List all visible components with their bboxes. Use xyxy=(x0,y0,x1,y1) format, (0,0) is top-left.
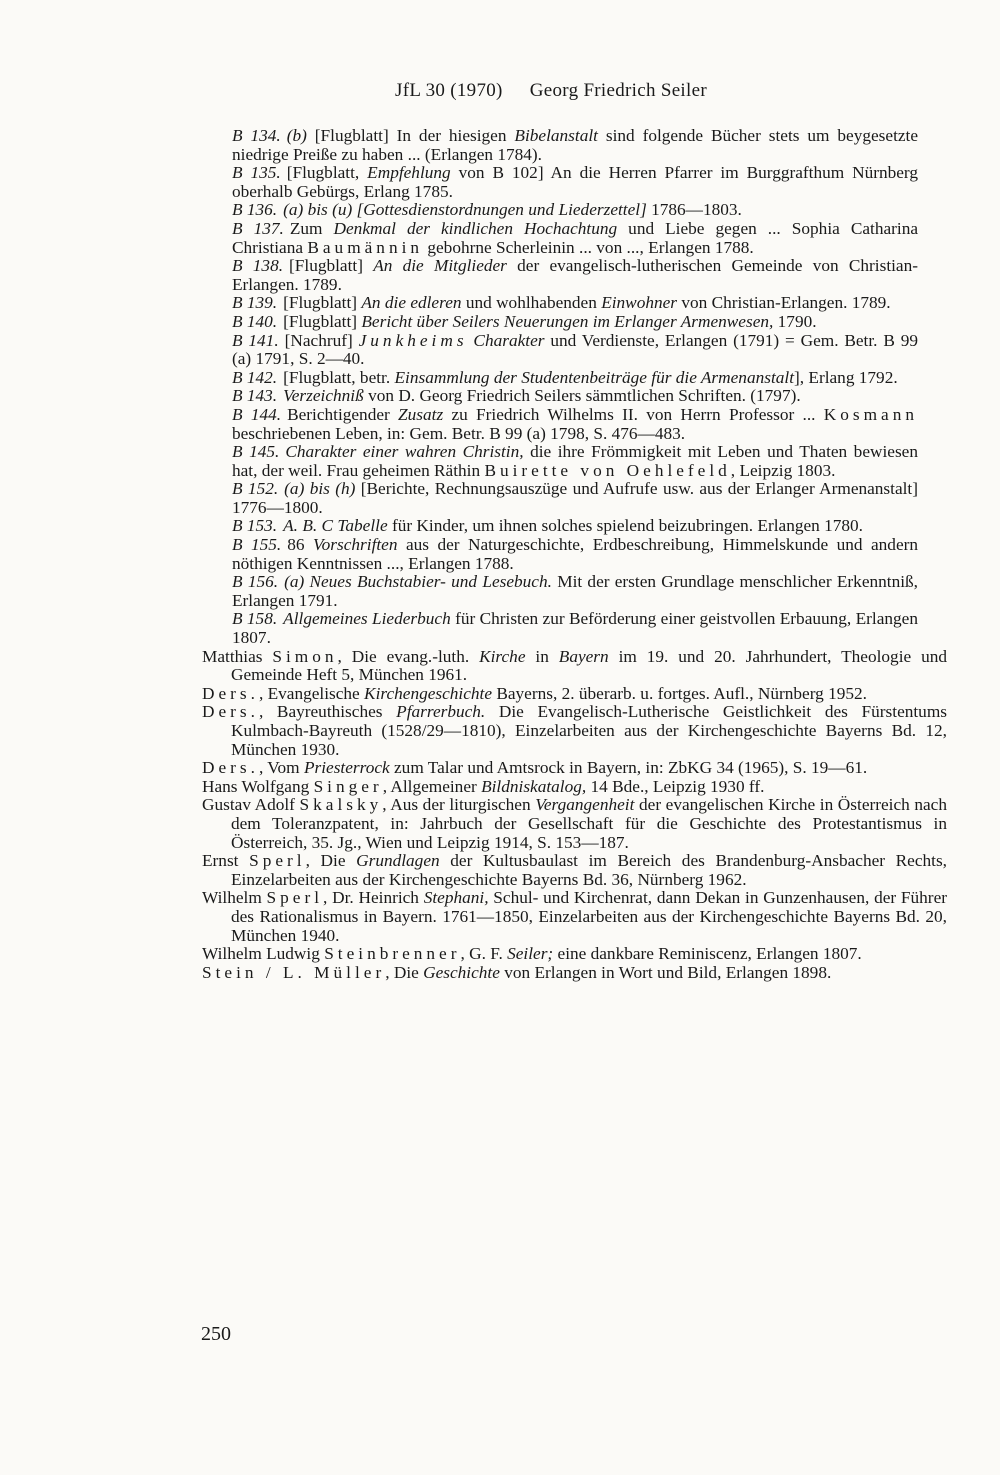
entry-text: Berichtigender xyxy=(287,404,399,424)
page-number: 250 xyxy=(201,1323,231,1345)
entry-text: 86 xyxy=(287,535,314,555)
entry-name-spaced: Ders. xyxy=(202,683,259,703)
entry-text: , Vom xyxy=(258,758,304,778)
entry-text: Wilhelm xyxy=(202,888,267,908)
entry-text: von Erlangen in Wort und Bild, Erlangen 1898. xyxy=(499,962,832,982)
entry-text: eine dankbare Reminiscenz, Erlangen 1807. xyxy=(553,944,862,964)
entry-text: 1786—1803. xyxy=(646,200,742,220)
bibliography-entry xyxy=(232,164,918,201)
entry-text: , Allgemeiner xyxy=(382,776,482,796)
entry-title-italic: Kirche xyxy=(479,646,526,666)
entry-signature: B 152. xyxy=(232,479,279,499)
entry-name-spaced: Simon xyxy=(272,646,338,666)
entry-title-italic: Empfehlung xyxy=(367,163,451,183)
entry-text: und Verdienste, Erlangen (1791) = Gem. Betr. B 99 (a) 1791, S. 2—40. xyxy=(232,330,918,369)
bibliography-list xyxy=(0,127,1000,982)
bibliography-entry xyxy=(232,387,918,406)
entry-name-spaced: Kosmann xyxy=(823,404,918,424)
bibliography-entry xyxy=(232,294,918,313)
entry-text: von D. Georg Friedrich Seilers sämmtlichen Schriften. (1797). xyxy=(363,386,801,406)
entry-signature: B 143. xyxy=(232,386,278,406)
entry-title-italic: Stephani, xyxy=(423,888,489,908)
entry-text: ], Erlang 1792. xyxy=(794,367,898,387)
entry-text: [Flugblatt, betr. xyxy=(283,367,395,387)
entry-name-spaced: Ders. xyxy=(202,702,259,722)
entry-signature: B 137. xyxy=(232,218,284,238)
entry-title-italic: Pfarrerbuch. xyxy=(396,702,486,722)
entry-text: [Nachruf] xyxy=(284,330,359,350)
entry-text: , Die evang.-luth. xyxy=(337,646,480,666)
entry-text: Schul- und Kirchenrat, dann Dekan in Gunzenhausen, der Führer des Rationalismus in Bayern. 1761—1850, Einzelarbeiten aus der Kirchengeschichte Bayerns Bd. 20, München 1940. xyxy=(231,888,947,945)
entry-name-spaced: Ders. xyxy=(202,758,259,778)
entry-text: gebohrne Scherleinin ... von ..., Erlangen 1788. xyxy=(423,237,754,257)
entry-text: von Christian-Erlangen. 1789. xyxy=(677,293,891,313)
entry-text: der evangelischen Kirche in Österreich nach dem Toleranzpatent, in: Jahrbuch der Gesellschaft für die Geschichte des Protestantismus in Österreich, 35. Jg., Wien und Leipzig 1914, S. 153—187. xyxy=(231,795,947,852)
bibliography-entry xyxy=(202,648,947,685)
entry-text: der evangelisch-lutherischen Gemeinde von Christian-Erlangen. 1789. xyxy=(232,256,918,294)
entry-signature: B 155. xyxy=(232,535,282,555)
entry-name-spaced: Stein / L. Müller xyxy=(202,962,386,982)
entry-title-italic: Zusatz xyxy=(398,404,444,424)
bibliography-entry xyxy=(232,332,918,369)
entry-signature: B 139. xyxy=(232,293,278,313)
entry-text: 1790. xyxy=(773,311,817,331)
bibliography-entry xyxy=(232,610,918,647)
entry-text: Matthias xyxy=(202,646,273,666)
entry-text: für Kinder, um ihnen solches spielend beizubringen. Erlangen 1780. xyxy=(387,516,864,536)
bibliography-entry xyxy=(232,220,918,257)
entry-text: , Die xyxy=(385,962,424,982)
entry-title-italic: An die edleren xyxy=(361,293,462,313)
entry-signature: B 136. xyxy=(232,200,278,220)
entry-text: zu Friedrich Wilhelms II. von Herrn Professor ... xyxy=(443,404,824,424)
entry-title-italic: Grundlagen xyxy=(356,851,440,871)
entry-title-italic: An die Mitglieder xyxy=(373,256,507,276)
entry-title-italic: (a) Neues Buchstabier- und Lesebuch. xyxy=(284,572,552,592)
entry-title-italic: (a) bis (h) xyxy=(284,479,356,499)
entry-name-spaced: Buirette von Oehlefeld xyxy=(484,460,731,480)
entry-text: , Dr. Heinrich xyxy=(323,888,424,908)
entry-text: Hans Wolfgang xyxy=(202,776,314,796)
entry-text: sind folgende Bücher stets um beygesetzte niedrige Preiße zu haben ... (Erlangen 1784). xyxy=(232,126,919,164)
entry-signature: B 158. xyxy=(232,609,278,629)
entry-title-italic: Bibelanstalt xyxy=(514,126,598,145)
entry-text: von B 102] An die Herren Pfarrer im Burggrafthum Nürnberg oberhalb Gebürgs, Erlang 1785. xyxy=(232,163,919,201)
entry-text: für Christen zur Beförderung einer geistvollen Erbauung, Erlangen 1807. xyxy=(232,609,918,648)
entry-text: [Flugblatt] xyxy=(283,311,362,331)
entry-title-italic: Einsammlung der Studentenbeiträge für die Armenanstalt xyxy=(394,367,794,387)
entry-signature: B 138. xyxy=(232,256,284,276)
entry-signature: B 145. xyxy=(232,442,280,462)
running-header xyxy=(395,80,707,102)
bibliography-entry xyxy=(232,201,918,220)
entry-name-spaced: Steinbrenner xyxy=(324,944,461,964)
entry-title-italic: Einwohner xyxy=(601,293,678,313)
entry-title-italic: Vorschriften xyxy=(313,535,398,555)
entry-signature: B 141. xyxy=(232,330,279,350)
entry-text: 14 Bde., Leipzig 1930 ff. xyxy=(586,776,765,796)
entry-title-italic: Allgemeines Liederbuch xyxy=(283,609,451,629)
entry-text: und Liebe gegen ... Sophia Catharina Christiana xyxy=(232,218,919,257)
bibliography-entry xyxy=(202,759,947,778)
entry-text: Die Evangelisch-Lutherische Geistlichkeit des Fürstentums Kulmbach-Bayreuth (1528/29—1810), Einzelarbeiten aus der Kirchengeschichte Bayerns Bd. 12, München 1930. xyxy=(231,702,947,759)
bibliography-entry xyxy=(232,443,918,480)
entry-name-spaced: Baumännin xyxy=(307,237,424,257)
entry-title-italic: Bayern xyxy=(558,646,609,666)
entry-text: und wohlhabenden xyxy=(461,293,602,313)
entry-text: der Kultusbaulast im Bereich des Brandenburg-Ansbacher Rechts, Einzelarbeiten aus der Kirchengeschichte Bayerns Bd. 36, Nürnberg 1962. xyxy=(231,851,947,889)
bibliography-entry xyxy=(202,889,947,945)
entry-text: [Flugblatt] xyxy=(283,293,362,313)
entry-text: , Evangelische xyxy=(258,683,365,703)
entry-name-spaced: Junkheims xyxy=(358,330,468,350)
entry-title-italic: Vergangenheit xyxy=(535,795,635,815)
entry-text: aus der Naturgeschichte, Erdbeschreibung, Himmelskunde und andern nöthigen Kenntnissen ..., Erlangen 1788. xyxy=(232,535,919,573)
entry-text: [Flugblatt, xyxy=(286,163,368,183)
article-title: Georg Friedrich Seiler xyxy=(529,80,707,101)
bibliography-entry xyxy=(202,685,947,704)
entry-signature: B 140. xyxy=(232,311,278,331)
entry-title-italic: Geschichte xyxy=(423,962,500,982)
entry-name-spaced: Sperl xyxy=(249,851,306,871)
bibliography-entry xyxy=(202,945,947,964)
entry-name-spaced: Singer xyxy=(313,776,383,796)
entry-signature: B 142. xyxy=(232,367,278,387)
entry-title-italic: Bildniskatalog, xyxy=(481,776,587,796)
entry-title-italic: (a) bis (u) [Gottesdienstordnungen und Liederzettel] xyxy=(283,200,647,220)
entry-title-italic: Charakter xyxy=(467,330,545,350)
entry-title-italic: Seiler; xyxy=(507,944,554,964)
entry-signature: B 135. xyxy=(232,163,281,183)
entry-text: Gustav Adolf xyxy=(202,795,300,815)
bibliography-entry xyxy=(202,778,947,797)
bibliography-entry xyxy=(202,964,947,983)
bibliography-entry xyxy=(232,313,918,332)
entry-signature: B 134. xyxy=(232,126,281,145)
entry-text: im 19. und 20. Jahrhundert, Theologie und Gemeinde Heft 5, München 1961. xyxy=(231,646,947,685)
entry-text: in xyxy=(525,646,559,666)
bibliography-entry xyxy=(232,573,918,610)
bibliography-entry xyxy=(232,480,918,517)
bibliography-entry xyxy=(202,703,947,759)
entry-signature: B 156. xyxy=(232,572,279,592)
entry-signature: B 144. xyxy=(232,404,282,424)
entry-title-italic: Bericht über Seilers Neuerungen im Erlanger Armenwesen, xyxy=(361,311,774,331)
entry-name-spaced: Skalsky xyxy=(299,795,383,815)
entry-text: , Die xyxy=(305,851,357,871)
entry-signature: B 153. xyxy=(232,516,278,536)
journal-reference: JfL 30 (1970) xyxy=(395,80,503,101)
entry-text: , Aus der liturgischen xyxy=(382,795,536,815)
bibliography-entry xyxy=(232,127,918,164)
bibliography-entry xyxy=(202,852,947,889)
entry-title-italic: Priesterrock xyxy=(303,758,390,778)
entry-text: [Berichte, Rechnungsauszüge und Aufrufe usw. aus der Erlanger Armenanstalt] 1776—1800. xyxy=(232,479,918,517)
entry-text: Bayerns, 2. überarb. u. fortges. Aufl., Nürnberg 1952. xyxy=(492,683,868,703)
bibliography-entry xyxy=(232,517,918,536)
entry-title-italic: (b) xyxy=(286,126,307,145)
entry-text: [Flugblatt] xyxy=(289,256,374,276)
entry-title-italic: Verzeichniß xyxy=(283,386,364,406)
entry-title-italic: Denkmal der kindlichen Hochachtung xyxy=(333,218,618,238)
bibliography-entry xyxy=(202,796,947,852)
entry-text: beschriebenen Leben, in: Gem. Betr. B 99 (a) 1798, S. 476—483. xyxy=(232,423,686,443)
bibliography-entry xyxy=(232,406,918,443)
entry-name-spaced: Sperl xyxy=(266,888,324,908)
entry-text: , Bayreuthisches xyxy=(258,702,397,722)
bibliography-entry xyxy=(232,369,918,388)
entry-title-italic: A. B. C Tabelle xyxy=(283,516,388,536)
entry-text: zum Talar und Amtsrock in Bayern, in: ZbKG 34 (1965), S. 19—61. xyxy=(389,758,868,778)
entry-text: , Leipzig 1803. xyxy=(730,460,836,480)
entry-text: Zum xyxy=(289,218,334,238)
entry-text: Ernst xyxy=(202,851,250,871)
bibliography-entry xyxy=(232,257,918,294)
entry-title-italic: Kirchengeschichte xyxy=(364,683,493,703)
entry-text: die ihre Frömmigkeit mit Leben und Thaten bewiesen hat, der weil. Frau geheimen Räthin xyxy=(232,442,918,480)
entry-text: Mit der ersten Grundlage menschlicher Erkenntniß, Erlangen 1791. xyxy=(232,572,918,610)
entry-text: Wilhelm Ludwig xyxy=(202,944,325,964)
bibliography-entry xyxy=(232,536,918,573)
entry-text: [Flugblatt] In der hiesigen xyxy=(306,126,515,145)
entry-text: , G. F. xyxy=(460,944,508,964)
entry-title-italic: Charakter einer wahren Christin, xyxy=(285,442,524,462)
